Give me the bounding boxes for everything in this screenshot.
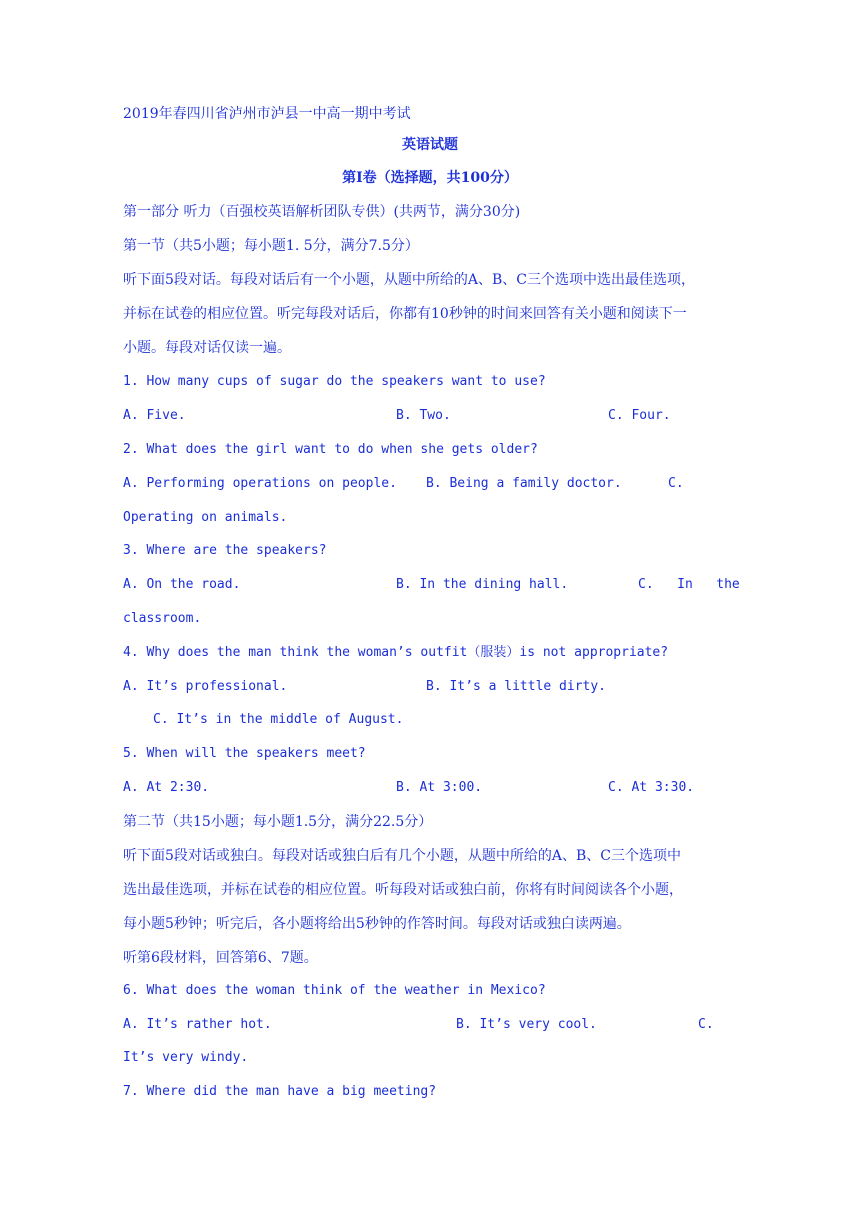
subject-title: 英语试题 bbox=[402, 137, 458, 153]
section1-instruction-line: 小题。每段对话仅读一遍。 bbox=[123, 340, 291, 356]
part1-heading: 第一部分 听力（百强校英语解析团队专供）(共两节，满分30分) bbox=[123, 204, 521, 220]
question-5-option-c: C. At 3:30. bbox=[608, 780, 695, 795]
question-3-option-c-text: classroom. bbox=[123, 611, 202, 626]
question-5-option-a: A. At 2:30. bbox=[123, 780, 210, 795]
question-5: 5. When will the speakers meet? bbox=[123, 746, 366, 761]
section2-instruction-line: 听下面5段对话或独白。每段对话或独白后有几个小题，从题中所给的A、B、C三个选项中 bbox=[123, 848, 682, 864]
section1-instruction-line: 并标在试卷的相应位置。听完每段对话后，你都有10秒钟的时间来回答有关小题和阅读下一 bbox=[123, 306, 687, 322]
question-7: 7. Where did the man have a big meeting? bbox=[123, 1084, 437, 1099]
exam-title: 2019年春四川省泸州市泸县一中高一期中考试 bbox=[123, 106, 411, 122]
question-6-option-c-text: It’s very windy. bbox=[123, 1050, 249, 1065]
question-5-option-b: B. At 3:00. bbox=[396, 780, 483, 795]
question-1-option-b: B. Two. bbox=[396, 408, 451, 423]
question-1-option-a: A. Five. bbox=[123, 408, 186, 423]
question-2-option-b: B. Being a family doctor. bbox=[426, 476, 622, 491]
section1-instruction-line: 听下面5段对话。每段对话后有一个小题，从题中所给的A、B、C三个选项中选出最佳选项， bbox=[123, 272, 696, 288]
question-6-option-c: C. bbox=[698, 1017, 714, 1032]
section2-heading: 第二节（共15小题；每小题1.5分，满分22.5分） bbox=[123, 814, 433, 830]
question-4-option-a: A. It’s professional. bbox=[123, 679, 288, 694]
section1-heading: 第一节（共5小题；每小题1. 5分，满分7.5分） bbox=[123, 238, 419, 254]
material6-intro: 听第6段材料，回答第6、7题。 bbox=[123, 950, 318, 966]
question-3-option-c: C. In the bbox=[638, 577, 740, 592]
section2-instruction-line: 选出最佳选项，并标在试卷的相应位置。听每段对话或独白前，你将有时间阅读各个小题， bbox=[123, 882, 683, 898]
question-3: 3. Where are the speakers? bbox=[123, 543, 327, 558]
section2-instruction-line: 每小题5秒钟；听完后，各小题将给出5秒钟的作答时间。每段对话或独白读两遍。 bbox=[123, 916, 631, 932]
question-2-option-c-text: Operating on animals. bbox=[123, 510, 288, 525]
question-1: 1. How many cups of sugar do the speakers want to use? bbox=[123, 374, 546, 389]
question-3-option-a: A. On the road. bbox=[123, 577, 241, 592]
question-1-option-c: C. Four. bbox=[608, 408, 671, 423]
question-4: 4. Why does the man think the woman’s outfit（服装）is not appropriate? bbox=[123, 645, 669, 660]
volume-title: 第Ⅰ卷（选择题，共100分） bbox=[342, 170, 518, 186]
question-2-option-a: A. Performing operations on people. bbox=[123, 476, 397, 491]
question-6-option-b: B. It’s very cool. bbox=[456, 1017, 597, 1032]
question-2-option-c: C. bbox=[668, 476, 684, 491]
question-6: 6. What does the woman think of the weather in Mexico? bbox=[123, 983, 546, 998]
question-6-option-a: A. It’s rather hot. bbox=[123, 1017, 272, 1032]
question-4-option-b: B. It’s a little dirty. bbox=[426, 679, 607, 694]
question-4-option-c: C. It’s in the middle of August. bbox=[153, 712, 404, 727]
question-2: 2. What does the girl want to do when she gets older? bbox=[123, 442, 538, 457]
question-3-option-b: B. In the dining hall. bbox=[396, 577, 569, 592]
